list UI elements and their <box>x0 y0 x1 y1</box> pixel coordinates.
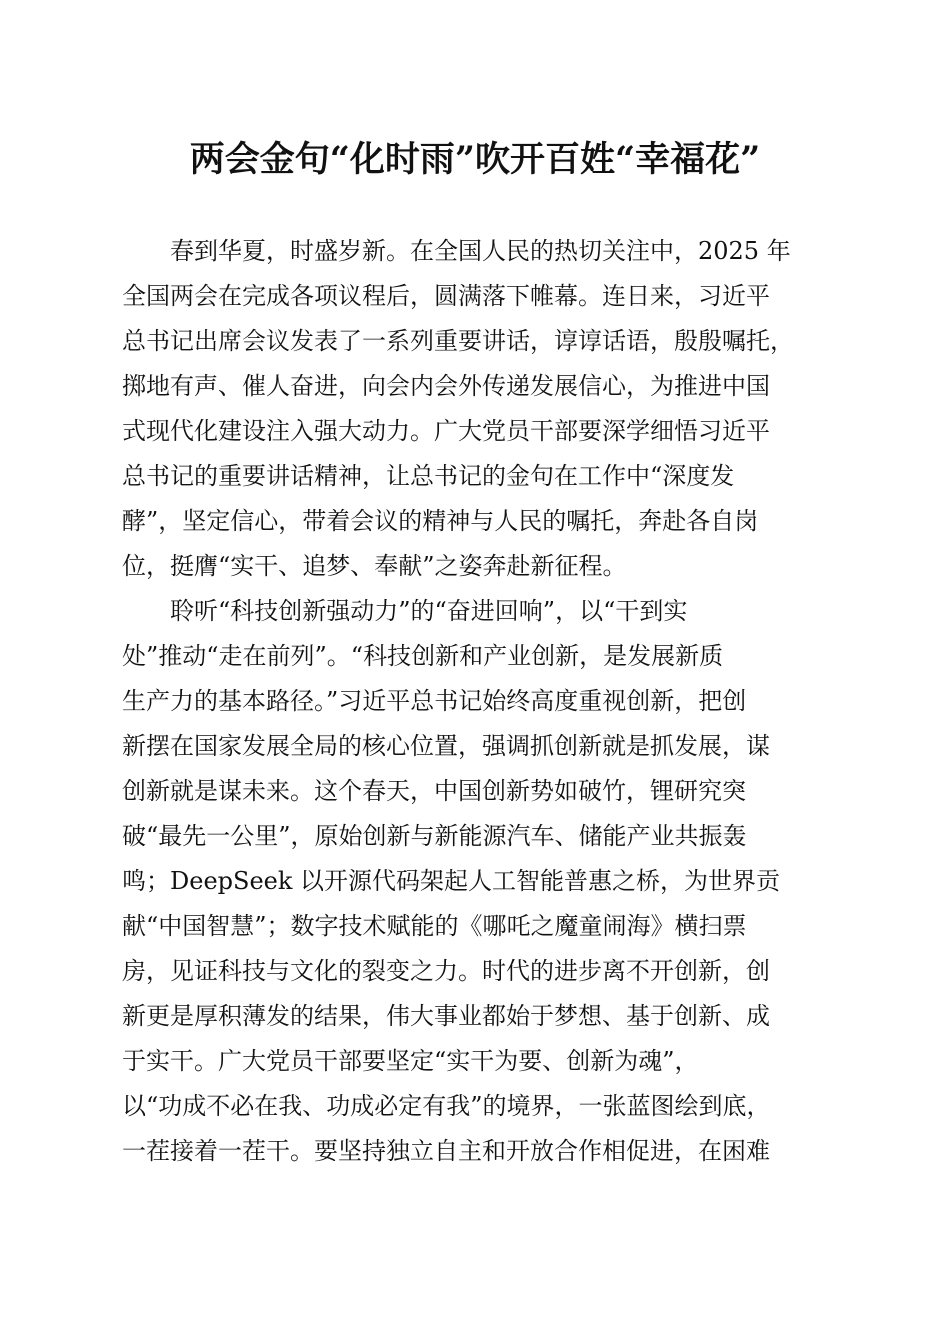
body-line: 总书记的重要讲话精神，让总书记的金句在工作中“深度发 <box>122 462 735 490</box>
body-line: 新摆在国家发展全局的核心位置，强调抓创新就是抓发展，谋 <box>122 732 770 760</box>
body-line: 处”推动“走在前列”。“科技创新和产业创新，是发展新质 <box>122 642 724 670</box>
body-line: 鸣；DeepSeek 以开源代码架起人工智能普惠之桥，为世界贡 <box>122 867 781 895</box>
body-line: 献“中国智慧”；数字技术赋能的《哪吒之魔童闹海》横扫票 <box>122 912 747 940</box>
document-title: 两会金句“化时雨”吹开百姓“幸福花” <box>189 139 761 180</box>
body-line: 一茬接着一茬干。要坚持独立自主和开放合作相促进，在困难 <box>122 1137 770 1165</box>
body-line: 位，挺膺“实干、追梦、奉献”之姿奔赴新征程。 <box>122 552 627 580</box>
body-line: 房，见证科技与文化的裂变之力。时代的进步离不开创新，创 <box>122 957 770 985</box>
body-line: 聆听“科技创新强动力”的“奋进回响”，以“干到实 <box>122 597 688 625</box>
body-line: 总书记出席会议发表了一系列重要讲话，谆谆话语，殷殷嘱托， <box>122 327 794 355</box>
body-line: 生产力的基本路径。”习近平总书记始终高度重视创新，把创 <box>122 687 747 715</box>
body-line: 掷地有声、催人奋进，向会内会外传递发展信心，为推进中国 <box>122 372 770 400</box>
body-line: 酵”，坚定信心，带着会议的精神与人民的嘱托，奔赴各自岗 <box>122 507 759 535</box>
document-body <box>122 229 830 1174</box>
body-line: 创新就是谋未来。这个春天，中国创新势如破竹，锂研究突 <box>122 777 746 805</box>
body-line: 于实干。广大党员干部要坚定“实干为要、创新为魂”， <box>122 1047 699 1075</box>
body-line: 春到华夏，时盛岁新。在全国人民的热切关注中，2025 年 <box>122 237 791 265</box>
body-line: 破“最先一公里”，原始创新与新能源汽车、储能产业共振轰 <box>122 822 747 850</box>
body-line: 式现代化建设注入强大动力。广大党员干部要深学细悟习近平 <box>122 417 770 445</box>
body-line: 以“功成不必在我、功成必定有我”的境界，一张蓝图绘到底， <box>122 1092 771 1120</box>
body-line: 新更是厚积薄发的结果，伟大事业都始于梦想、基于创新、成 <box>122 1002 770 1030</box>
body-line: 全国两会在完成各项议程后，圆满落下帷幕。连日来，习近平 <box>122 282 770 310</box>
